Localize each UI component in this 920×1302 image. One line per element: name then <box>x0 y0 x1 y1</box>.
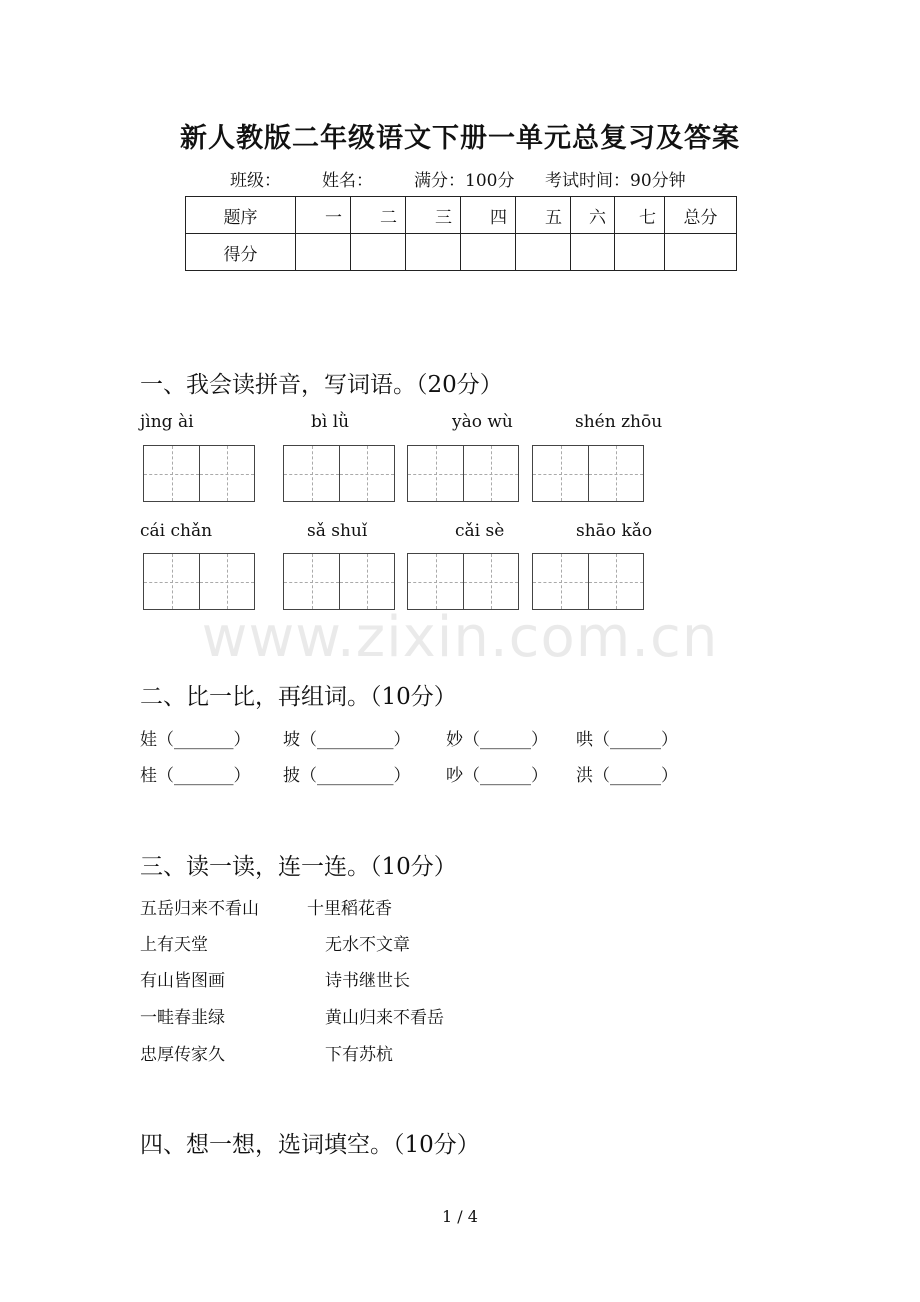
score-header-cell: 二 <box>351 197 406 234</box>
score-table-score-row <box>186 234 737 271</box>
match-left-item[interactable]: 上有天堂 <box>140 935 208 955</box>
score-table-header-row <box>186 197 737 234</box>
writing-grid[interactable] <box>143 553 255 610</box>
score-cell[interactable] <box>665 234 737 271</box>
name-label: 姓名： <box>322 171 373 191</box>
score-cell[interactable] <box>571 234 615 271</box>
score-cell[interactable] <box>351 234 406 271</box>
word-blank-item[interactable]: 洪（______） <box>576 766 678 786</box>
section1-heading: 一、我会读拼音，写词语。（20分） <box>140 372 503 398</box>
score-cell[interactable] <box>296 234 351 271</box>
writing-grid[interactable] <box>532 445 644 502</box>
word-blank-item[interactable]: 披（_________） <box>283 766 411 786</box>
writing-grid[interactable] <box>283 445 395 502</box>
exam-time: 考试时间：90分钟 <box>545 171 686 191</box>
word-blank-item[interactable]: 娃（_______） <box>140 730 251 750</box>
writing-grid[interactable] <box>407 553 519 610</box>
match-left-item[interactable]: 有山皆图画 <box>140 971 225 991</box>
page-number: 1 / 4 <box>442 1207 478 1226</box>
pinyin-label: shén zhōu <box>575 412 663 432</box>
score-header-cell: 六 <box>571 197 615 234</box>
match-left-item[interactable]: 忠厚传家久 <box>140 1045 225 1065</box>
score-header-cell: 一 <box>296 197 351 234</box>
pinyin-label: bì lǜ <box>311 412 350 432</box>
match-right-item[interactable]: 黄山归来不看岳 <box>325 1008 444 1028</box>
score-header-cell: 题序 <box>186 197 296 234</box>
score-table <box>185 196 737 271</box>
match-right-item[interactable]: 诗书继世长 <box>325 971 410 991</box>
pinyin-label: cǎi sè <box>455 521 505 541</box>
score-header-cell: 四 <box>461 197 516 234</box>
writing-grid[interactable] <box>407 445 519 502</box>
match-right-item[interactable]: 十里稻花香 <box>307 899 392 919</box>
pinyin-label: yào wù <box>452 412 513 432</box>
pinyin-label: cái chǎn <box>140 521 213 541</box>
match-left-item[interactable]: 一畦春韭绿 <box>140 1008 225 1028</box>
pinyin-label: jìng ài <box>140 412 194 432</box>
full-score: 满分：100分 <box>414 171 515 191</box>
section4-heading: 四、想一想，选词填空。（10分） <box>140 1132 480 1158</box>
score-header-cell: 七 <box>615 197 665 234</box>
match-right-item[interactable]: 下有苏杭 <box>325 1045 393 1065</box>
writing-grid[interactable] <box>283 553 395 610</box>
section2-heading: 二、比一比，再组词。（10分） <box>140 684 457 710</box>
score-header-cell: 五 <box>516 197 571 234</box>
section3-heading: 三、读一读，连一连。（10分） <box>140 854 457 880</box>
score-cell[interactable] <box>516 234 571 271</box>
pinyin-label: sǎ shuǐ <box>307 521 368 541</box>
score-row-label: 得分 <box>186 234 296 271</box>
match-left-item[interactable]: 五岳归来不看山 <box>140 899 259 919</box>
match-right-item[interactable]: 无水不文章 <box>325 935 410 955</box>
word-blank-item[interactable]: 吵（______） <box>446 766 548 786</box>
word-blank-item[interactable]: 桂（_______） <box>140 766 251 786</box>
score-cell[interactable] <box>615 234 665 271</box>
score-header-cell: 三 <box>406 197 461 234</box>
word-blank-item[interactable]: 妙（______） <box>446 730 548 750</box>
pinyin-label: shāo kǎo <box>576 521 653 541</box>
writing-grid[interactable] <box>143 445 255 502</box>
score-header-cell: 总分 <box>665 197 737 234</box>
word-blank-item[interactable]: 哄（______） <box>576 730 678 750</box>
writing-grid[interactable] <box>532 553 644 610</box>
word-blank-item[interactable]: 坡（_________） <box>283 730 411 750</box>
page-title: 新人教版二年级语文下册一单元总复习及答案 <box>180 123 740 154</box>
score-cell[interactable] <box>461 234 516 271</box>
score-cell[interactable] <box>406 234 461 271</box>
watermark: www.zixin.com.cn <box>201 605 719 670</box>
class-label: 班级： <box>230 171 281 191</box>
